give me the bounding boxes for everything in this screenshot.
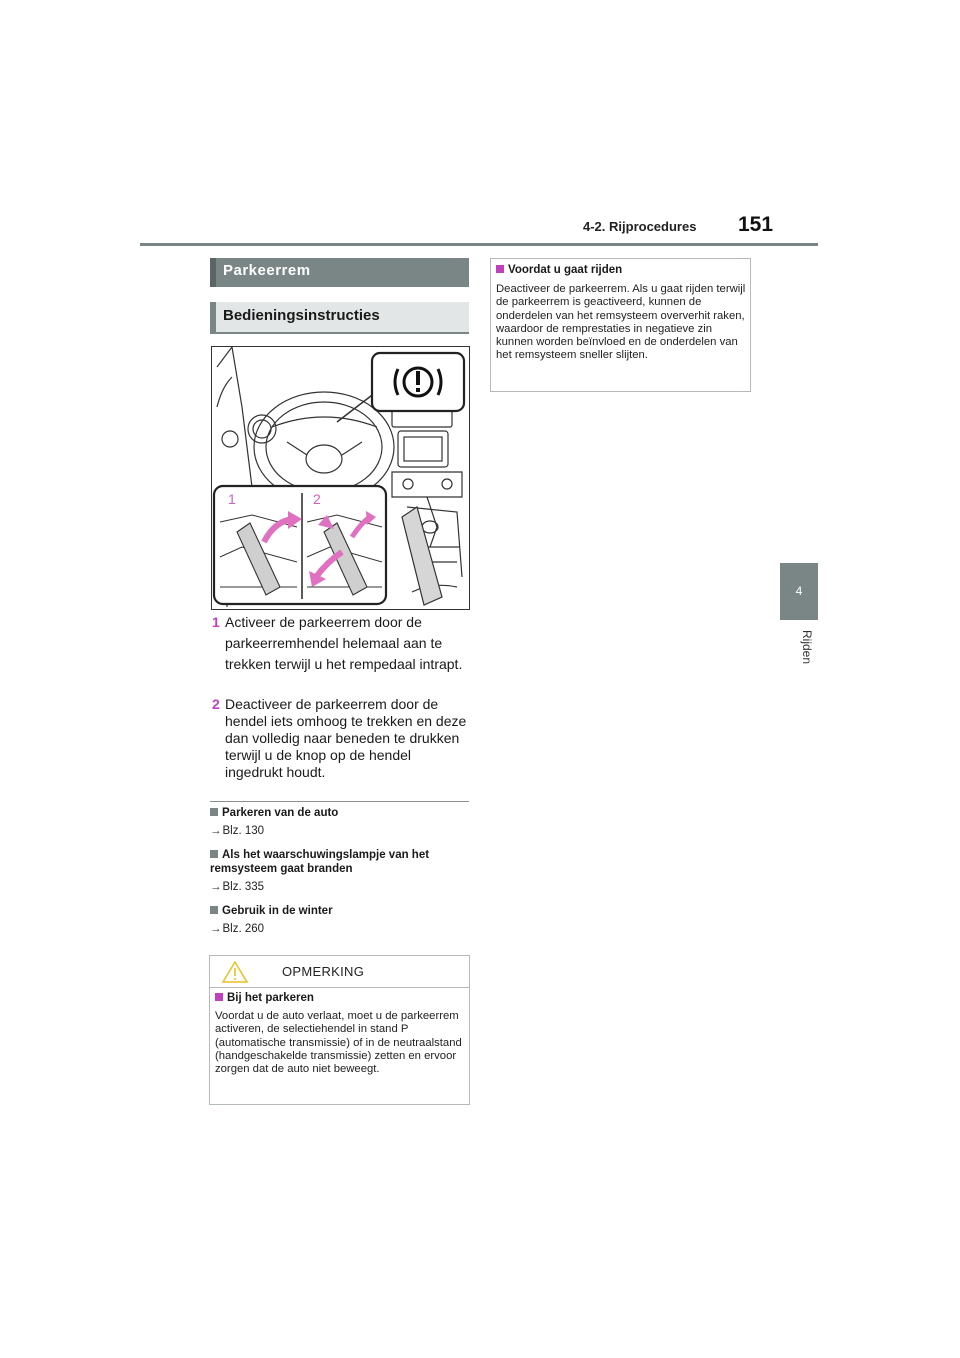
subsection-title: Bedieningsinstructies xyxy=(223,307,380,324)
step-1 xyxy=(212,612,470,675)
step-1-number: 1 xyxy=(212,614,220,630)
notice-body: Voordat u de auto verlaat, moet u de parkeerrem activeren, de selectiehendel in stand P (automatische transmissie) of in de neutraalstand (handgeschakelde transmissie) zetten en ervoor zorgen dat de auto niet beweegt. xyxy=(215,1010,462,1076)
parking-brake-illustration xyxy=(211,346,470,610)
notice-subtitle: Bij het parkeren xyxy=(215,992,314,1004)
parking-brake-illustration-drawing xyxy=(212,347,469,609)
chapter-tab-label: Rijden xyxy=(800,630,814,665)
running-header-section: 4-2. Rijprocedures xyxy=(583,219,697,234)
arrow-right-icon: → xyxy=(210,923,222,935)
section-title: Parkeerrem xyxy=(223,262,311,279)
info-bullet-icon xyxy=(496,265,504,273)
step-2-text: Deactiveer de parkeerrem door de hendel iets omhoog te trekken en deze dan volledig naar beneden te drukken terwijl u de knop op de hendel ingedrukt houdt. xyxy=(225,696,467,780)
notes-divider xyxy=(210,801,469,802)
subsection-title-accent xyxy=(210,302,216,332)
notice-box xyxy=(209,955,470,1105)
note-1-title: Parkeren van de auto xyxy=(210,806,469,820)
note-bullet-icon xyxy=(210,906,218,914)
step-2-number: 2 xyxy=(212,696,220,712)
note-bullet-icon xyxy=(210,850,218,858)
info-box-before-driving xyxy=(490,258,751,392)
arrow-right-icon: → xyxy=(210,825,222,837)
step-2 xyxy=(212,696,470,781)
notice-bullet-icon xyxy=(215,993,223,1001)
page-number: 151 xyxy=(738,213,774,236)
notice-heading: OPMERKING xyxy=(282,964,365,979)
notice-header xyxy=(210,956,469,988)
note-3-title: Gebruik in de winter xyxy=(210,904,469,918)
inset-callout-2: 2 xyxy=(313,491,321,507)
warning-triangle-icon xyxy=(222,961,248,983)
inset-callout-1: 1 xyxy=(228,491,236,507)
note-1-ref[interactable]: →Blz. 130 xyxy=(210,825,265,837)
chapter-tab: 4 xyxy=(780,563,818,620)
header-rule xyxy=(140,243,818,246)
section-title-accent xyxy=(210,258,216,287)
lever-main-view xyxy=(402,507,442,605)
note-3-ref[interactable]: →Blz. 260 xyxy=(210,923,265,935)
note-2-title: Als het waarschuwingslampje van het remsysteem gaat branden xyxy=(210,849,430,875)
note-bullet-icon xyxy=(210,808,218,816)
subsection-title-bar xyxy=(210,302,469,334)
step-1-text: Activeer de parkeerrem door de parkeerremhendel helemaal aan te trekken terwijl u het rempedaal intrapt. xyxy=(225,614,463,672)
info-box-body: Deactiveer de parkeerrem. Als u gaat rijden terwijl de parkeerrem is geactiveerd, kunnen de onderdelen van het remsysteem oververhit raken, waardoor de remprestaties in negatieve zin kunnen worden beïnvloed en de onderdelen van het remsysteem sneller slijten. xyxy=(496,283,746,362)
note-2-ref[interactable]: →Blz. 335 xyxy=(210,881,265,893)
info-box-subtitle: Voordat u gaat rijden xyxy=(496,264,622,276)
arrow-right-icon: → xyxy=(210,881,222,893)
section-title-bar xyxy=(210,258,469,287)
